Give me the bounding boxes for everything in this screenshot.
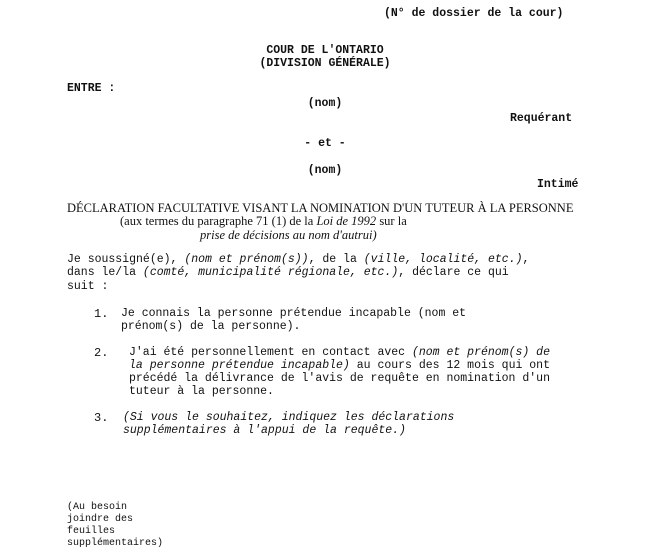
item-2-text-part: au cours des 12 mois qui ont (349, 359, 550, 372)
intro-text: , de la (308, 253, 364, 266)
item-1-text: Je connais la personne prétendue incapable (nom et (121, 307, 467, 320)
city-field-placeholder: (ville, localité, etc.) (363, 253, 523, 266)
margin-note: (Au besoin (67, 502, 128, 513)
person-name-placeholder-continued: la personne prétendue incapable) (129, 359, 350, 372)
person-name-placeholder: (nom et prénom(s) de (411, 346, 550, 359)
intro-text: , déclare ce qui (398, 266, 509, 279)
margin-note: supplémentaires) (67, 538, 164, 549)
intro-text: , (522, 253, 530, 266)
intro-text: dans le/la (67, 266, 143, 279)
respondent-label: Intimé (537, 178, 579, 191)
declaration-subtitle (120, 214, 407, 229)
item-3-instruction: supplémentaires à l'appui de la requête.) (123, 424, 406, 437)
between-label: ENTRE : (67, 82, 116, 95)
item-1-text: prénom(s) de la personne). (121, 320, 301, 333)
intro-line-2 (67, 266, 509, 279)
court-division: (DIVISION GÉNÉRALE) (259, 57, 391, 70)
item-2-text: tuteur à la personne. (129, 385, 274, 398)
county-field-placeholder: (comté, municipalité régionale, etc.) (142, 266, 399, 279)
intro-text: Je soussigné(e), (67, 253, 185, 266)
item-number: 1. (94, 307, 109, 321)
act-name-continued: prise de décisions au nom d'autrui) (200, 228, 377, 242)
subtitle-text: (aux termes du paragraphe 71 (1) de la (120, 214, 317, 228)
intro-line-3: suit : (67, 280, 109, 293)
applicant-name-placeholder: (nom) (307, 97, 343, 110)
item-3-instruction: (Si vous le souhaitez, indiquez les déclarations (123, 411, 455, 424)
item-2-text-part: J'ai été personnellement en contact avec (129, 346, 412, 359)
subtitle-text-end: sur la (376, 214, 407, 228)
applicant-label: Requérant (510, 112, 573, 125)
item-number: 3. (94, 411, 109, 425)
intro-line-1 (67, 253, 529, 266)
margin-note: joindre des (67, 514, 134, 525)
item-2-text (129, 359, 550, 372)
margin-note: feuilles (67, 526, 116, 537)
and-separator: - et - (304, 137, 346, 150)
item-number: 2. (94, 346, 109, 360)
name-field-placeholder: (nom et prénom(s)) (184, 253, 309, 266)
declaration-title: DÉCLARATION FACULTATIVE VISANT LA NOMINATION D'UN TUTEUR À LA PERSONNE (67, 201, 574, 215)
respondent-name-placeholder: (nom) (307, 164, 343, 177)
act-name: Loi de 1992 (316, 214, 377, 228)
item-2-text (129, 346, 550, 359)
item-2-text: précédé la délivrance de l'avis de requête en nomination d'un (129, 372, 550, 385)
court-file-number: (N° de dossier de la cour) (384, 7, 564, 20)
court-name: COUR DE L'ONTARIO (266, 44, 384, 57)
